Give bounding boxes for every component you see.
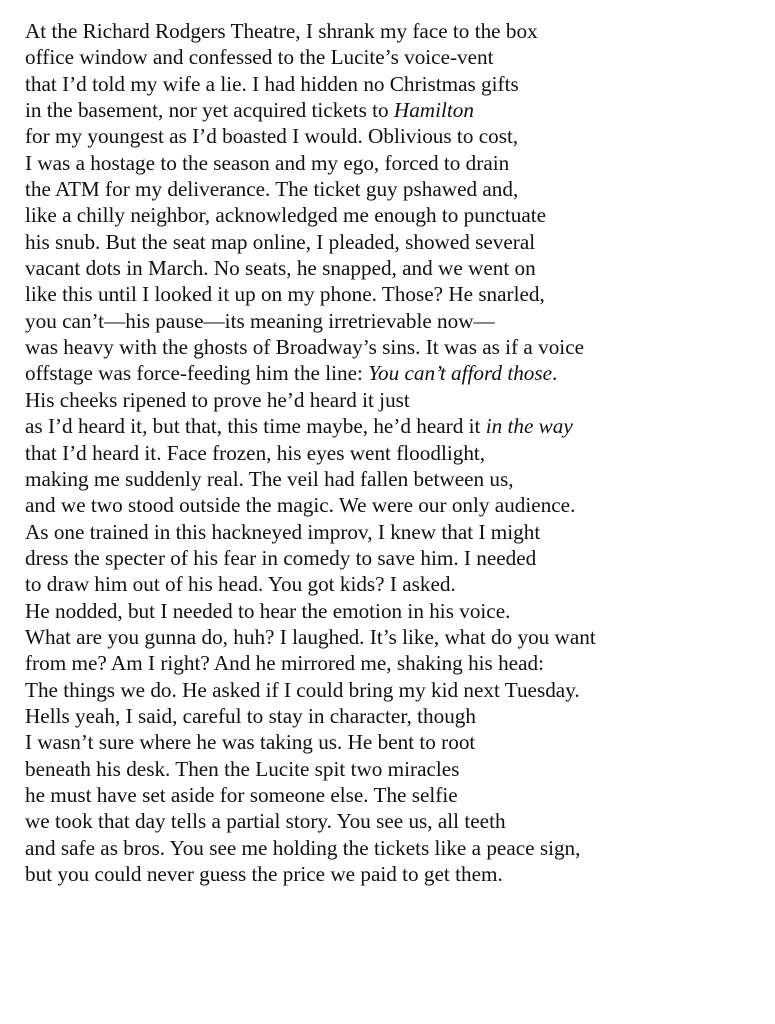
poem-line [25, 519, 765, 545]
line-text: and we two stood outside the magic. We were our only audience. [25, 493, 576, 518]
line-text: offstage was force-feeding him the line: [25, 361, 369, 386]
line-text: we took that day tells a partial story. You see us, all teeth [25, 809, 506, 834]
line-text: What are you gunna do, huh? I laughed. It’s like, what do you want [25, 624, 596, 649]
poem-line [25, 255, 765, 281]
italic-text: You can’t afford those [368, 361, 553, 386]
poem-line [25, 729, 765, 755]
poem-line [25, 835, 765, 861]
poem-line [25, 202, 765, 228]
poem-line [25, 281, 765, 307]
line-text: in the basement, nor yet acquired tickets to [25, 98, 394, 123]
line-text: his snub. But the seat map online, I pleaded, showed several [25, 229, 536, 254]
poem-line [25, 123, 765, 149]
line-text: As one trained in this hackneyed improv, I knew that I might [25, 519, 541, 544]
line-text: The things we do. He asked if I could bring my kid next Tuesday. [25, 677, 580, 702]
poem-line [25, 466, 765, 492]
poem-line [25, 413, 765, 439]
line-text: that I’d told my wife a lie. I had hidden no Christmas gifts [25, 71, 519, 96]
line-text: I was a hostage to the season and my ego, forced to drain [25, 150, 510, 175]
italic-text: Hamilton [393, 98, 474, 123]
line-text: At the Richard Rodgers Theatre, I shrank my face to the box [25, 19, 538, 43]
poem-line [25, 360, 765, 386]
line-text: and safe as bros. You see me holding the tickets like a peace sign, [25, 835, 581, 860]
poem-line [25, 308, 765, 334]
poem-line [25, 545, 765, 571]
line-text: making me suddenly real. The veil had fallen between us, [25, 466, 514, 491]
line-text: he must have set aside for someone else. The selfie [25, 782, 458, 807]
line-text: like a chilly neighbor, acknowledged me enough to punctuate [25, 203, 547, 228]
poem-line [25, 782, 765, 808]
poem-line [25, 18, 765, 44]
line-text: His cheeks ripened to prove he’d heard it just [25, 387, 410, 412]
poem-line [25, 229, 765, 255]
poem-text [25, 18, 765, 887]
line-text: Hells yeah, I said, careful to stay in character, though [25, 703, 476, 728]
line-text: was heavy with the ghosts of Broadway’s sins. It was as if a voice [25, 335, 585, 360]
italic-text: in the way [485, 414, 573, 439]
poem-line [25, 440, 765, 466]
poem-line [25, 492, 765, 518]
line-text: office window and confessed to the Lucite’s voice-vent [25, 45, 494, 70]
line-text: as I’d heard it, but that, this time maybe, he’d heard it [25, 414, 486, 439]
poem-line [25, 861, 765, 887]
poem-line [25, 808, 765, 834]
line-text: like this until I looked it up on my phone. Those? He snarled, [25, 282, 545, 307]
poem-line [25, 97, 765, 123]
poem-line [25, 334, 765, 360]
poem-line [25, 176, 765, 202]
line-text: I wasn’t sure where he was taking us. He bent to root [25, 730, 476, 755]
poem-line [25, 703, 765, 729]
line-text: beneath his desk. Then the Lucite spit two miracles [25, 756, 460, 781]
poem-line [25, 571, 765, 597]
line-text: the ATM for my deliverance. The ticket guy pshawed and, [25, 177, 519, 202]
line-text: vacant dots in March. No seats, he snapped, and we went on [25, 256, 536, 281]
poem-line [25, 598, 765, 624]
poem-line [25, 650, 765, 676]
line-text: that I’d heard it. Face frozen, his eyes went floodlight, [25, 440, 486, 465]
line-text: to draw him out of his head. You got kids? I asked. [25, 572, 456, 597]
poem-line [25, 387, 765, 413]
line-text: but you could never guess the price we paid to get them. [25, 862, 503, 886]
poem-line [25, 71, 765, 97]
poem-line [25, 756, 765, 782]
line-text: for my youngest as I’d boasted I would. Oblivious to cost, [25, 124, 519, 149]
line-text: from me? Am I right? And he mirrored me, shaking his head: [25, 651, 544, 676]
poem-line [25, 44, 765, 70]
poem-line [25, 677, 765, 703]
line-text: you can’t—his pause—its meaning irretrievable now— [25, 308, 495, 333]
poem-line [25, 150, 765, 176]
line-text: He nodded, but I needed to hear the emotion in his voice. [25, 598, 511, 623]
line-text: dress the specter of his fear in comedy to save him. I needed [25, 545, 537, 570]
line-text: . [552, 361, 558, 386]
poem-line [25, 624, 765, 650]
